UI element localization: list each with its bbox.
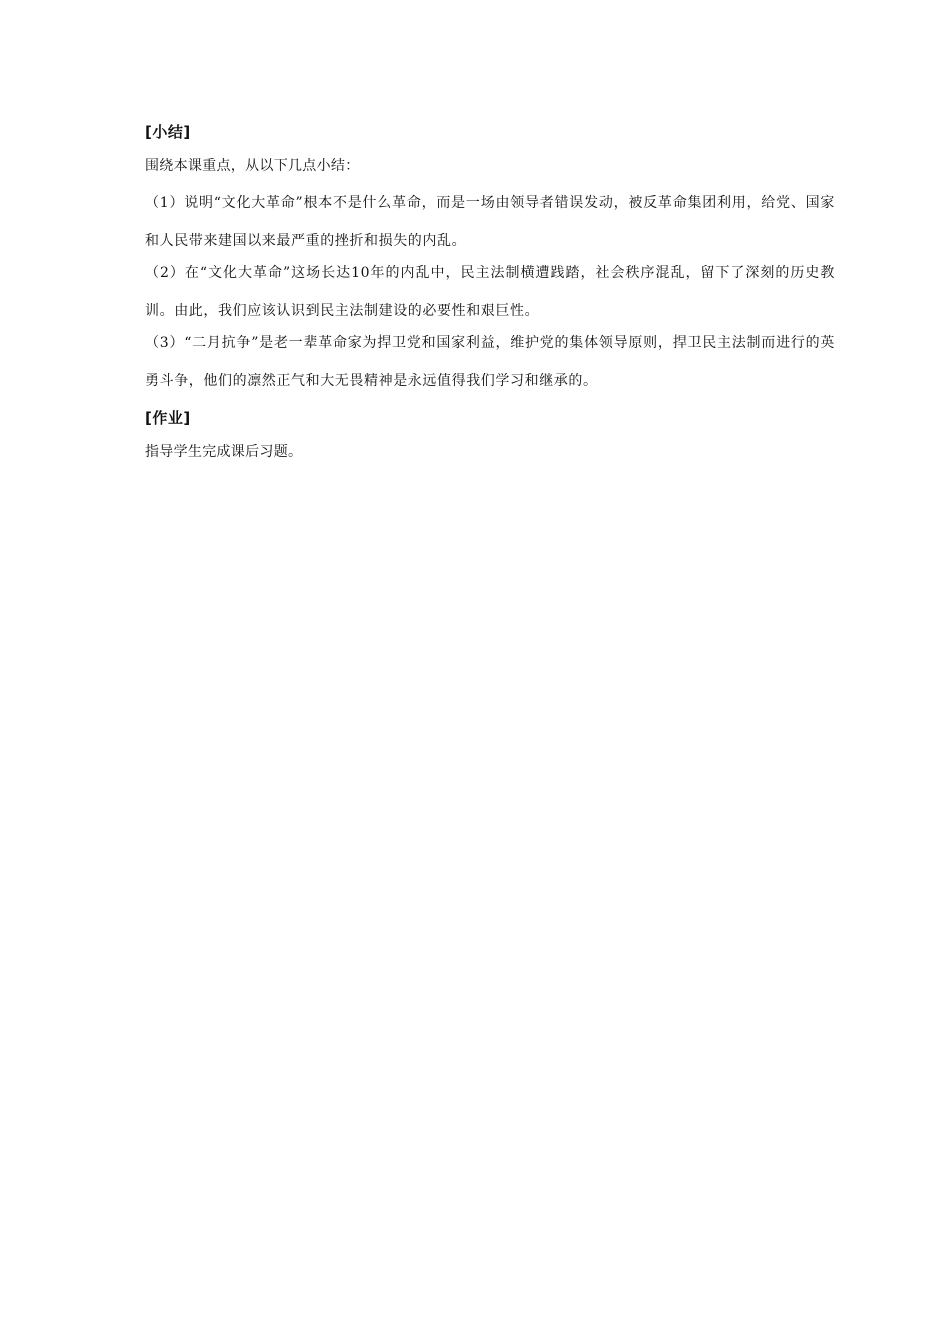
homework-heading: [作业]	[145, 409, 191, 427]
summary-heading: [小结]	[145, 123, 191, 141]
summary-intro: 围绕本课重点，从以下几点小结：	[145, 158, 360, 174]
page-content	[145, 122, 835, 476]
summary-point-2: （2）在“文化大革命”这场长达10年的内乱中，民主法制横遭践踏，社会秩序混乱，留下了深刻的历史教训。由此，我们应该认识到民主法制建设的必要性和艰巨性。	[145, 265, 835, 319]
summary-point-3: （3）“二月抗争”是老一辈革命家为捍卫党和国家利益，维护党的集体领导原则，捍卫民主法制而进行的英勇斗争，他们的凛然正气和大无畏精神是永远值得我们学习和继承的。	[145, 335, 835, 389]
homework-text: 指导学生完成课后习题。	[145, 444, 303, 460]
summary-point-1: （1）说明“文化大革命”根本不是什么革命，而是一场由领导者错误发动，被反革命集团利用，给党、国家和人民带来建国以来最严重的挫折和损失的内乱。	[145, 195, 835, 249]
